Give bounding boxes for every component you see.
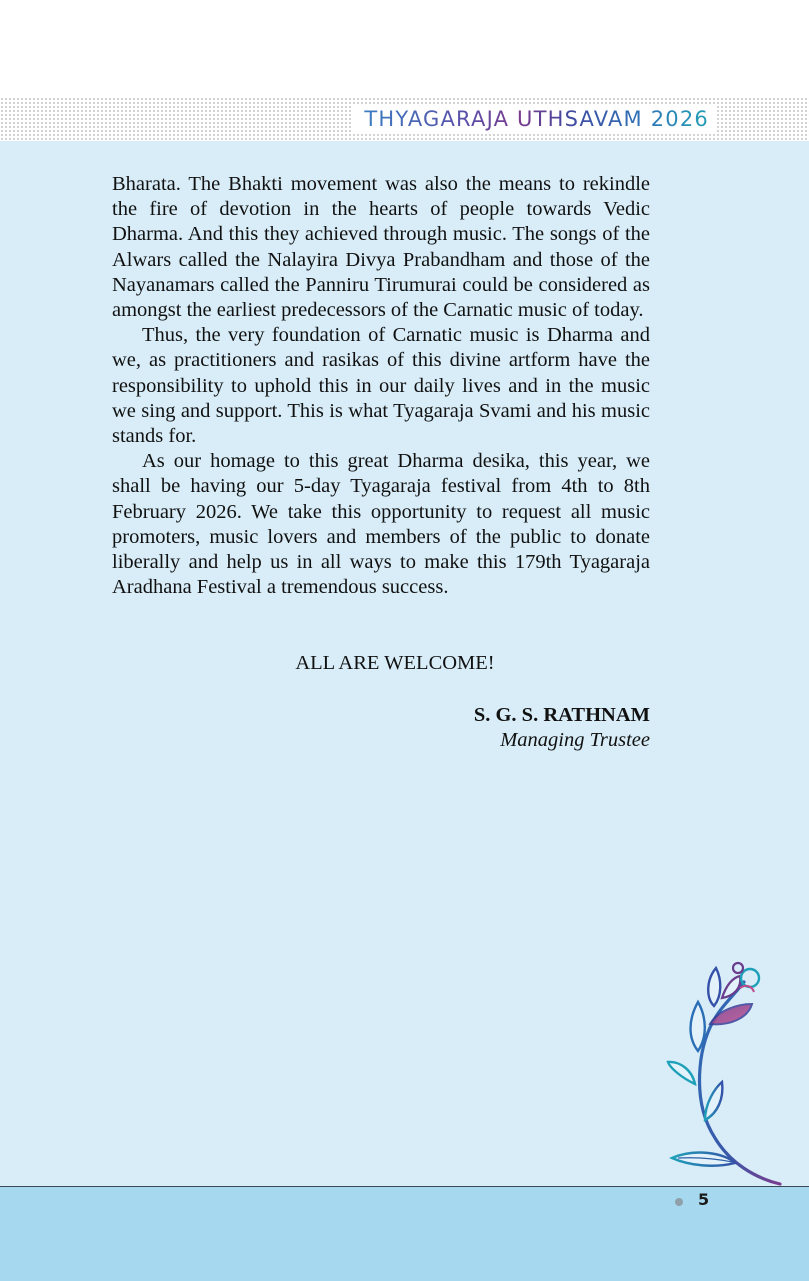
flower-vine-icon [660, 958, 790, 1190]
paragraph-1: Bharata. The Bhakti movement was also the means to rekindle the fire of devotion in the hearts of people towards Vedic Dharma. And this they achieved through music. The songs of the Alwars called the Nalayira Divya Prabandham and those of the Nayanamars called the Panniru Tirumurai could be considered as amongst the earliest predecessors of the Carnatic music of today. [112, 173, 650, 322]
page-number: 5 [698, 1190, 710, 1209]
page-number-dot [675, 1198, 683, 1206]
signature-name: S. G. S. RATHNAM [473, 704, 650, 726]
running-header-title: THYAGARAJA UTHSAVAM 2026 [360, 105, 713, 133]
signature-role: Managing Trustee [500, 729, 650, 751]
paragraph-2: Thus, the very foundation of Carnatic music is Dharma and we, as practitioners and rasikas of this divine artform have the responsibility to uphold this in our daily lives and in the music we sing and support. This is what Tyagaraja Svami and his music stands for. [112, 324, 650, 448]
top-margin [0, 0, 809, 97]
footer-band [0, 1187, 809, 1281]
article-body [112, 172, 650, 600]
welcome-line: ALL ARE WELCOME! [295, 652, 495, 674]
paragraph-3: As our homage to this great Dharma desika, this year, we shall be having our 5-day Tyagaraja festival from 4th to 8th February 2026. We take this opportunity to request all music promoters, music lovers and members of the public to donate liberally and help us in all ways to make this 179th Tyagaraja Aradhana Festival a tremendous success. [112, 450, 650, 599]
